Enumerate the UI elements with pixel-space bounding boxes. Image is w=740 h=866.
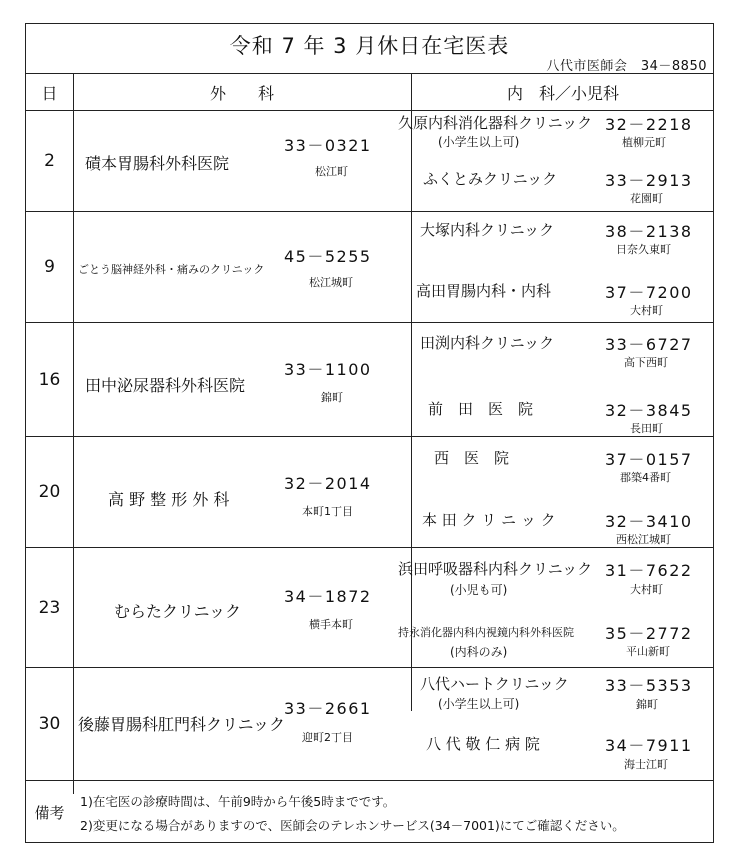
surgery-name: 後藤胃腸科肛門科クリニック	[78, 715, 286, 734]
internal-town: 高下西町	[624, 356, 668, 369]
internal-note: (内科のみ)	[450, 645, 508, 659]
table-header	[26, 74, 713, 111]
day-cell: 9	[44, 257, 55, 277]
internal-town: 大村町	[630, 583, 663, 596]
internal-name: ふくとみクリニック	[423, 170, 558, 188]
internal-name: 久原内科消化器科クリニック	[398, 114, 593, 132]
internal-phone: 37－0157	[605, 450, 693, 469]
table-row	[26, 111, 713, 212]
day-cell: 20	[38, 482, 61, 502]
surgery-name: 磧本胃腸科外科医院	[85, 154, 230, 173]
internal-phone: 38－2138	[605, 222, 693, 241]
header-day: 日	[41, 83, 58, 103]
internal-phone: 32－3845	[605, 401, 693, 420]
internal-town: 錦町	[636, 698, 658, 711]
table-row	[26, 212, 713, 323]
title-row	[26, 24, 713, 74]
surgery-name: ごとう脳神経外科・痛みのクリニック	[78, 263, 265, 276]
internal-name: 八 代 敬 仁 病 院	[426, 735, 540, 753]
day-cell: 16	[38, 369, 61, 390]
header-surgery: 外 科	[209, 83, 274, 103]
table-row	[26, 548, 713, 668]
internal-town: 郡築4番町	[620, 471, 671, 484]
internal-phone: 32－2218	[605, 115, 693, 134]
table-row	[26, 668, 713, 781]
surgery-phone: 33－2661	[284, 699, 372, 718]
surgery-phone: 34－1872	[284, 587, 372, 606]
surgery-town: 迎町2丁目	[302, 731, 353, 744]
internal-name: 前 田 医 院	[428, 400, 534, 418]
day-cell: 2	[44, 151, 55, 171]
internal-name: 持永消化器内科内視鏡内科外科医院	[398, 626, 574, 639]
day-cell: 23	[38, 597, 61, 618]
internal-town: 花園町	[630, 192, 663, 205]
surgery-town: 横手本町	[309, 618, 353, 631]
internal-phone: 33－2913	[605, 171, 693, 190]
remarks-row	[26, 781, 713, 843]
page-title: 令和 7 年 3 月休日在宅医表	[229, 34, 510, 58]
remarks-label: 備考	[34, 803, 65, 822]
day-cell: 30	[38, 714, 61, 734]
table-row	[26, 323, 713, 437]
internal-town: 平山新町	[626, 645, 670, 658]
internal-town: 西松江城町	[616, 533, 671, 546]
table-row	[26, 437, 713, 548]
surgery-phone: 45－5255	[284, 247, 372, 266]
internal-note: (小児も可)	[450, 583, 508, 597]
surgery-name: むらたクリニック	[114, 602, 242, 621]
internal-note: (小学生以上可)	[438, 697, 520, 711]
remark-item: 1)在宅医の診療時間は、午前9時から午後5時までです。	[80, 794, 396, 809]
internal-town: 海士江町	[624, 758, 668, 771]
surgery-name: 田中泌尿器科外科医院	[85, 376, 246, 395]
internal-town: 日奈久東町	[616, 243, 671, 256]
internal-phone: 34－7911	[605, 736, 693, 755]
internal-phone: 32－3410	[605, 512, 693, 531]
header-internal: 内 科／小児科	[506, 83, 619, 103]
internal-name: 高田胃腸内科・内科	[416, 282, 552, 300]
internal-name: 本 田 ク リ ニ ッ ク	[422, 511, 556, 529]
internal-phone: 33－6727	[605, 335, 693, 354]
internal-phone: 37－7200	[605, 283, 693, 302]
surgery-phone: 33－1100	[284, 360, 372, 379]
surgery-town: 本町1丁目	[302, 505, 353, 518]
internal-name: 浜田呼吸器科内科クリニック	[398, 560, 593, 578]
internal-name: 西 医 院	[434, 449, 510, 467]
internal-note: (小学生以上可)	[438, 135, 520, 149]
surgery-town: 錦町	[321, 391, 343, 404]
duty-doctor-table	[25, 23, 714, 843]
internal-town: 植柳元町	[622, 136, 666, 149]
association-contact: 八代市医師会 34－8850	[546, 59, 707, 74]
surgery-name: 高 野 整 形 外 科	[108, 490, 230, 509]
surgery-phone: 33－0321	[284, 136, 372, 155]
surgery-phone: 32－2014	[284, 474, 372, 493]
internal-town: 長田町	[630, 422, 663, 435]
internal-town: 大村町	[630, 304, 663, 317]
internal-phone: 33－5353	[605, 676, 693, 695]
internal-name: 田渕内科クリニック	[420, 334, 555, 352]
surgery-town: 松江城町	[309, 276, 353, 289]
surgery-town: 松江町	[315, 165, 348, 178]
internal-name: 八代ハートクリニック	[420, 675, 569, 693]
internal-phone: 31－7622	[605, 561, 693, 580]
internal-name: 大塚内科クリニック	[420, 221, 555, 239]
internal-phone: 35－2772	[605, 624, 693, 643]
remark-item: 2)変更になる場合がありますので、医師会のテレホンサービス(34－7001)にてご確認ください。	[80, 818, 625, 833]
